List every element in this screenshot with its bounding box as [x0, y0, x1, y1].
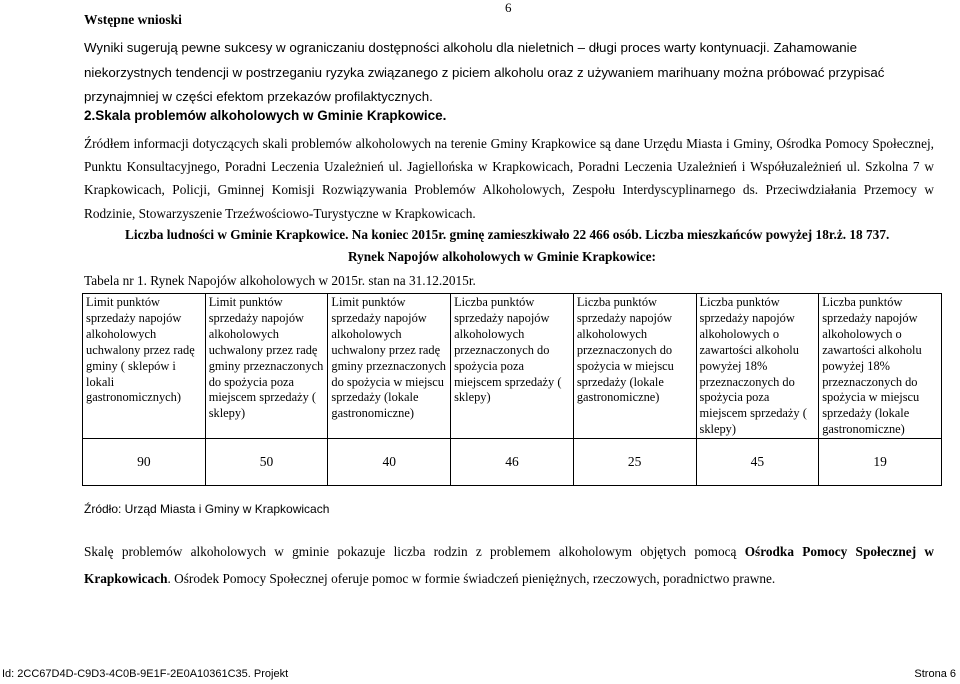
table-caption: Tabela nr 1. Rynek Napojów alkoholowych w 2015r. stan na 31.12.2015r. — [84, 273, 476, 288]
closing-rest: . Ośrodek Pomocy Społecznej oferuje pomoc w formie świadczeń pieniężnych, rzeczowych, poradnictwo prawne. — [167, 571, 776, 586]
table-row — [83, 439, 942, 486]
conclusions-paragraph: Wyniki sugerują pewne sukcesy w ograniczaniu dostępności alkoholu dla nieletnich – długi proces warty kontynuacji. Zahamowanie niekorzystnych tendencji w postrzeganiu ryzyka związanego z piciem alkoholu oraz z używaniem marihuany można próbować przypisać przynajmniej w części efektom przekazów profilaktycznych. — [84, 40, 885, 104]
table-header-cell: Liczba punktów sprzedaży napojów alkoholowych przeznaczonych do spożycia poza miejscem sprzedaży ( sklepy) — [451, 294, 574, 439]
sources-paragraph: Źródłem informacji dotyczących skali problemów alkoholowych na terenie Gminy Krapkowice są dane Urzędu Miasta i Gminy, Ośrodka Pomocy Społecznej, Punktu Konsultacyjnego, Poradni Leczenia Uzależnień ul. Jagiellońska w Krapkowicach, Poradni Leczenia Uzależnień i Współuzależnień ul. Szkolna 7 w Krapkowicach, Policji, Gminnej Komisji Rozwiązywania Problemów Alkoholowych, Zespołu Interdyscyplinarnego ds. Przeciwdziałania Przemocy w Rodzinie, Stowarzyszenie Trzeźwościowo-Turystyczne w Krapkowicach. — [84, 136, 934, 221]
table-header-cell: Limit punktów sprzedaży napojów alkoholowych uchwalony przez radę gminy przeznaczonych do spożycia poza miejscem sprzedaży ( sklepy) — [205, 294, 328, 439]
table-cell: 46 — [451, 439, 574, 486]
table-header-row — [83, 294, 942, 439]
closing-bold: Ośrodka Pomocy Społecznej w Krapkowicach — [84, 544, 935, 586]
table-header-cell: Limit punktów sprzedaży napojów alkoholowych uchwalony przez radę gminy przeznaczonych do spożycia w miejscu sprzedaży (lokale gastronomiczne) — [328, 294, 451, 439]
footer-page-label: Strona 6 — [914, 668, 956, 680]
table-cell: 45 — [696, 439, 819, 486]
table-source: Źródło: Urząd Miasta i Gminy w Krapkowicach — [84, 502, 330, 516]
table-cell: 19 — [819, 439, 942, 486]
table-header-cell: Liczba punktów sprzedaży napojów alkoholowych o zawartości alkoholu powyżej 18% przeznaczonych do spożycia poza miejscem sprzedaży ( sklepy) — [696, 294, 819, 439]
closing-text: Skalę problemów alkoholowych w gminie pokazuje liczba rodzin z problemem alkoholowym objętych pomocą — [84, 544, 745, 559]
table-header-cell: Limit punktów sprzedaży napojów alkoholowych uchwalony przez radę gminy ( sklepów i lokali gastronomicznych) — [83, 294, 206, 439]
section-title: 2.Skala problemów alkoholowych w Gminie Krapkowice. — [84, 108, 447, 123]
table-header-cell: Liczba punktów sprzedaży napojów alkoholowych o zawartości alkoholu powyżej 18% przeznaczonych do spożycia w miejscu sprzedaży (lokale gastronomiczne) — [819, 294, 942, 439]
population-line: Liczba ludności w Gminie Krapkowice. Na koniec 2015r. gminę zamieszkiwało 22 466 osób. Liczba mieszkańców powyżej 18r.ż. 18 737. — [125, 227, 890, 242]
table-cell: 90 — [83, 439, 206, 486]
table-cell: 40 — [328, 439, 451, 486]
page-number: 6 — [505, 0, 512, 15]
footer-id: Id: 2CC67D4D-C9D3-4C0B-9E1F-2E0A10361C35. Projekt — [2, 668, 289, 680]
closing-paragraph — [84, 538, 934, 592]
market-title: Rynek Napojów alkoholowych w Gminie Krapkowice: — [348, 249, 656, 264]
market-table — [82, 293, 942, 486]
table-cell: 25 — [573, 439, 696, 486]
table-header-cell: Liczba punktów sprzedaży napojów alkoholowych przeznaczonych do spożycia w miejscu sprzedaży (lokale gastronomiczne) — [573, 294, 696, 439]
conclusions-title: Wstępne wnioski — [84, 12, 182, 27]
table-cell: 50 — [205, 439, 328, 486]
